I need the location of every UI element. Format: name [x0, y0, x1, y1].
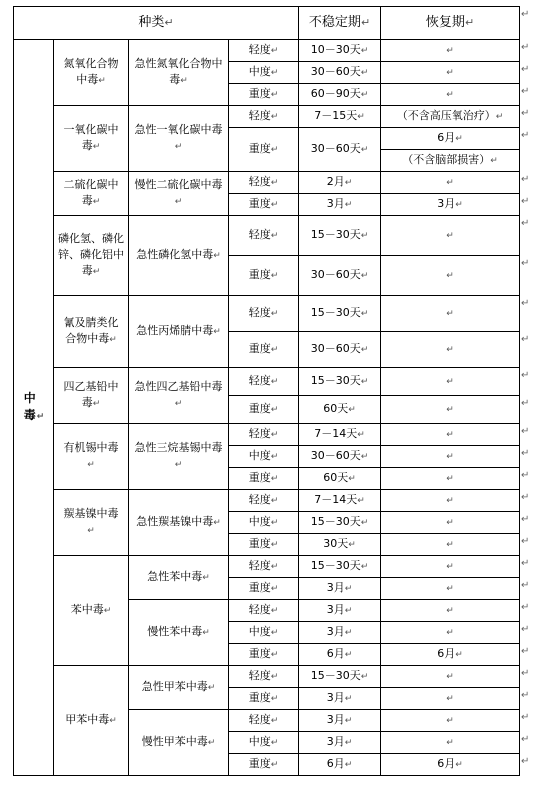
severity-text: 中度 [248, 65, 271, 78]
section-label-text: 中毒 [23, 390, 36, 422]
unstable-period-text: 30天 [323, 537, 349, 550]
unstable-period-cell: 15－30天↵ [299, 296, 381, 332]
subtype-name: 急性苯中毒↵ [129, 556, 229, 600]
unstable-period-text: 3月 [326, 581, 345, 594]
recovery-period-cell: ↵ [381, 216, 520, 256]
recovery-period-text: 3月 [437, 197, 456, 210]
unstable-period-text: 7－14天 [314, 493, 358, 506]
recovery-period-cell: ↵ [381, 62, 520, 84]
unstable-period-text: 10－30天 [310, 43, 361, 56]
severity-cell: 轻度↵ [229, 172, 299, 194]
recovery-period-cell: ↵ [381, 256, 520, 296]
recovery-period-cell: ↵ [381, 368, 520, 396]
severity-text: 轻度 [248, 603, 271, 616]
severity-cell: 重度↵ [229, 396, 299, 424]
recovery-period-cell: ↵ [381, 490, 520, 512]
severity-cell: 中度↵ [229, 446, 299, 468]
row-end-mark: ↵ [521, 711, 530, 723]
table-body [14, 7, 520, 776]
unstable-period-text: 15－30天 [310, 228, 361, 241]
group-name: 苯中毒↵ [54, 556, 129, 666]
unstable-period-cell: 15－30天↵ [299, 368, 381, 396]
severity-cell: 中度↵ [229, 732, 299, 754]
subtype-name: 慢性甲苯中毒↵ [129, 710, 229, 776]
severity-text: 中度 [248, 625, 271, 638]
header-row [14, 7, 520, 40]
header-category: 种类↵ [14, 7, 299, 40]
recovery-period-cell [381, 128, 520, 172]
unstable-period-cell: 30－60天↵ [299, 128, 381, 172]
subtype-name-text: 急性四乙基铅中毒 [134, 380, 223, 393]
subtype-name: 急性羰基镍中毒↵ [129, 490, 229, 556]
row-end-mark: ↵ [521, 535, 530, 547]
severity-cell: 重度↵ [229, 332, 299, 368]
unstable-period-cell: 30－60天↵ [299, 256, 381, 296]
table-row [14, 666, 520, 688]
row-end-mark: ↵ [521, 425, 530, 437]
recovery-period-cell: ↵ [381, 534, 520, 556]
severity-text: 中度 [248, 735, 271, 748]
group-name-text: 氮氧化合物中毒 [63, 57, 119, 86]
group-name: 羰基镍中毒↵ [54, 490, 129, 556]
severity-cell: 中度↵ [229, 512, 299, 534]
severity-text: 重度 [248, 342, 271, 355]
severity-cell: 轻度↵ [229, 368, 299, 396]
recovery-period-text: （不含高压氧治疗） [396, 109, 496, 122]
unstable-period-cell: 3月↵ [299, 710, 381, 732]
recovery-period-cell: ↵ [381, 600, 520, 622]
recovery-period-cell: ↵ [381, 622, 520, 644]
severity-text: 轻度 [248, 427, 271, 440]
recovery-period-cell: ↵ [381, 296, 520, 332]
recovery-period-cell: ↵ [381, 578, 520, 600]
row-end-mark: ↵ [521, 755, 530, 767]
group-name: 四乙基铅中毒↵ [54, 368, 129, 424]
row-end-mark: ↵ [521, 601, 530, 613]
recovery-period-cell: （不含高压氧治疗）↵ [381, 106, 520, 128]
row-end-mark: ↵ [521, 397, 530, 409]
severity-cell: 中度↵ [229, 622, 299, 644]
unstable-period-text: 3月 [326, 625, 345, 638]
severity-cell: 重度↵ [229, 754, 299, 776]
unstable-period-cell: 6月↵ [299, 644, 381, 666]
severity-cell: 重度↵ [229, 468, 299, 490]
recovery-period-cell: ↵ [381, 84, 520, 106]
severity-cell: 轻度↵ [229, 216, 299, 256]
unstable-period-text: 15－30天 [310, 374, 361, 387]
row-end-mark: ↵ [521, 557, 530, 569]
severity-cell: 重度↵ [229, 534, 299, 556]
subtype-name: 急性磷化氢中毒↵ [129, 216, 229, 296]
unstable-period-text: 3月 [326, 735, 345, 748]
row-end-mark: ↵ [521, 645, 530, 657]
severity-cell: 轻度↵ [229, 40, 299, 62]
unstable-period-text: 30－60天 [310, 142, 361, 155]
recovery-period-cell: ↵ [381, 332, 520, 368]
recovery-note-text: （不含脑部损害） [402, 153, 491, 166]
severity-text: 轻度 [248, 306, 271, 319]
unstable-period-cell: 3月↵ [299, 194, 381, 216]
subtype-name: 慢性苯中毒↵ [129, 600, 229, 666]
recovery-period-text: 6月 [437, 757, 456, 770]
unstable-period-text: 60－90天 [310, 87, 361, 100]
row-end-mark: ↵ [521, 469, 530, 481]
unstable-period-cell: 15－30天↵ [299, 666, 381, 688]
unstable-period-text: 15－30天 [310, 669, 361, 682]
severity-cell: 重度↵ [229, 194, 299, 216]
row-end-mark: ↵ [521, 491, 530, 503]
row-end-mark: ↵ [521, 217, 530, 229]
recovery-period-cell: ↵ [381, 688, 520, 710]
unstable-period-text: 15－30天 [310, 559, 361, 572]
severity-text: 重度 [248, 647, 271, 660]
header-recovery-label: 恢复期 [425, 15, 465, 30]
severity-cell: 重度↵ [229, 256, 299, 296]
unstable-period-cell: 7－15天↵ [299, 106, 381, 128]
subtype-name-text: 急性羰基镍中毒 [136, 515, 214, 528]
unstable-period-text: 60天 [323, 402, 349, 415]
unstable-period-text: 7－14天 [314, 427, 358, 440]
severity-text: 轻度 [248, 43, 271, 56]
group-name-text: 一氧化碳中毒 [63, 123, 119, 152]
severity-text: 重度 [248, 581, 271, 594]
table-row [14, 216, 520, 256]
table-row [14, 556, 520, 578]
unstable-period-cell: 60－90天↵ [299, 84, 381, 106]
recovery-period-cell: ↵ [381, 710, 520, 732]
subtype-name: 急性三烷基锡中毒↵ [129, 424, 229, 490]
severity-text: 重度 [248, 197, 271, 210]
group-name-text: 甲苯中毒 [65, 713, 110, 726]
severity-text: 中度 [248, 515, 271, 528]
subtype-name-text: 急性甲苯中毒 [141, 680, 208, 693]
recovery-period-cell: ↵ [381, 666, 520, 688]
subtype-name-text: 慢性甲苯中毒 [141, 735, 208, 748]
subtype-name-text: 急性苯中毒 [147, 570, 203, 583]
row-end-mark: ↵ [521, 195, 530, 207]
recovery-period-cell: 6月↵ [381, 644, 520, 666]
recovery-period-cell: ↵ [381, 396, 520, 424]
row-end-mark: ↵ [521, 733, 530, 745]
recovery-period-cell: ↵ [381, 172, 520, 194]
row-end-mark: ↵ [521, 689, 530, 701]
severity-cell: 重度↵ [229, 578, 299, 600]
subtype-name: 急性丙烯腈中毒↵ [129, 296, 229, 368]
subtype-name-text: 急性一氧化碳中毒 [134, 123, 223, 136]
header-unstable: 不稳定期↵ [299, 7, 381, 40]
unstable-period-text: 3月 [326, 603, 345, 616]
header-recovery: 恢复期↵ [381, 7, 520, 40]
poisoning-period-table [13, 6, 520, 776]
recovery-period-cell: ↵ [381, 424, 520, 446]
severity-text: 重度 [248, 537, 271, 550]
group-name: 氮氧化合物中毒↵ [54, 40, 129, 106]
unstable-period-cell: 30－60天↵ [299, 62, 381, 84]
unstable-period-cell: 3月↵ [299, 578, 381, 600]
unstable-period-text: 6月 [326, 757, 345, 770]
subtype-name: 急性甲苯中毒↵ [129, 666, 229, 710]
row-end-mark: ↵ [521, 513, 530, 525]
severity-text: 重度 [248, 142, 271, 155]
severity-text: 重度 [248, 471, 271, 484]
severity-cell: 轻度↵ [229, 710, 299, 732]
severity-text: 轻度 [248, 109, 271, 122]
unstable-period-text: 30－60天 [310, 268, 361, 281]
recovery-line: 6月↵ [437, 131, 463, 144]
table-row [14, 40, 520, 62]
group-name: 二硫化碳中毒↵ [54, 172, 129, 216]
row-end-mark: ↵ [521, 173, 530, 185]
unstable-period-cell: 7－14天↵ [299, 424, 381, 446]
group-name: 氰及腈类化合物中毒↵ [54, 296, 129, 368]
severity-text: 轻度 [248, 713, 271, 726]
subtype-name-text: 急性丙烯腈中毒 [136, 324, 214, 337]
unstable-period-cell: 3月↵ [299, 732, 381, 754]
unstable-period-text: 3月 [326, 691, 345, 704]
severity-cell: 轻度↵ [229, 296, 299, 332]
severity-cell: 重度↵ [229, 688, 299, 710]
subtype-name: 急性一氧化碳中毒↵ [129, 106, 229, 172]
severity-text: 重度 [248, 87, 271, 100]
group-name: 一氧化碳中毒↵ [54, 106, 129, 172]
severity-text: 轻度 [248, 228, 271, 241]
unstable-period-text: 2月 [326, 175, 345, 188]
subtype-name: 慢性二硫化碳中毒↵ [129, 172, 229, 216]
group-name-text: 四乙基铅中毒 [63, 380, 119, 409]
severity-text: 轻度 [248, 374, 271, 387]
severity-text: 重度 [248, 402, 271, 415]
row-end-mark: ↵ [521, 369, 530, 381]
severity-text: 轻度 [248, 559, 271, 572]
severity-cell: 轻度↵ [229, 600, 299, 622]
unstable-period-cell: 60天↵ [299, 396, 381, 424]
row-end-mark: ↵ [521, 333, 530, 345]
recovery-period-cell: ↵ [381, 556, 520, 578]
section-label: 中毒↵ [14, 40, 54, 776]
unstable-period-cell: 3月↵ [299, 622, 381, 644]
row-end-mark: ↵ [521, 8, 530, 20]
severity-cell: 轻度↵ [229, 490, 299, 512]
recovery-period-cell: ↵ [381, 732, 520, 754]
severity-text: 轻度 [248, 493, 271, 506]
table-row [14, 368, 520, 396]
unstable-period-cell: 3月↵ [299, 688, 381, 710]
unstable-period-cell: 15－30天↵ [299, 216, 381, 256]
severity-text: 重度 [248, 268, 271, 281]
recovery-period-text: 6月 [437, 647, 456, 660]
unstable-period-text: 30－60天 [310, 65, 361, 78]
recovery-period-cell: 6月↵ [381, 754, 520, 776]
unstable-period-text: 30－60天 [310, 342, 361, 355]
unstable-period-text: 6月 [326, 647, 345, 660]
table-row [14, 106, 520, 128]
row-end-mark: ↵ [521, 63, 530, 75]
table-row [14, 296, 520, 332]
severity-cell: 重度↵ [229, 84, 299, 106]
recovery-note-line: （不含脑部损害）↵ [381, 149, 519, 169]
unstable-period-text: 7－15天 [314, 109, 358, 122]
unstable-period-text: 3月 [326, 197, 345, 210]
table-row [14, 424, 520, 446]
group-name: 磷化氢、磷化锌、磷化铝中毒↵ [54, 216, 129, 296]
row-end-mark: ↵ [521, 623, 530, 635]
group-name: 甲苯中毒↵ [54, 666, 129, 776]
group-name-text: 有机锡中毒 [63, 441, 119, 454]
subtype-name-text: 急性氮氧化合物中毒 [134, 57, 223, 86]
group-name-text: 二硫化碳中毒 [63, 178, 119, 207]
subtype-name-text: 急性磷化氢中毒 [136, 248, 214, 261]
severity-cell: 中度↵ [229, 62, 299, 84]
severity-text: 重度 [248, 691, 271, 704]
severity-text: 轻度 [248, 175, 271, 188]
unstable-period-cell: 2月↵ [299, 172, 381, 194]
subtype-name-text: 急性三烷基锡中毒 [134, 441, 223, 454]
severity-cell: 轻度↵ [229, 106, 299, 128]
unstable-period-text: 30－60天 [310, 449, 361, 462]
severity-cell: 轻度↵ [229, 666, 299, 688]
unstable-period-cell: 30－60天↵ [299, 446, 381, 468]
recovery-period-cell: ↵ [381, 468, 520, 490]
subtype-name: 急性四乙基铅中毒↵ [129, 368, 229, 424]
row-end-mark: ↵ [521, 129, 530, 141]
severity-cell: 轻度↵ [229, 556, 299, 578]
unstable-period-cell: 30天↵ [299, 534, 381, 556]
recovery-period-cell: ↵ [381, 446, 520, 468]
unstable-period-text: 15－30天 [310, 306, 361, 319]
row-end-mark: ↵ [521, 667, 530, 679]
unstable-period-cell: 30－60天↵ [299, 332, 381, 368]
row-end-mark: ↵ [521, 579, 530, 591]
unstable-period-text: 3月 [326, 713, 345, 726]
severity-text: 重度 [248, 757, 271, 770]
table-row [14, 172, 520, 194]
group-name-text: 羰基镍中毒 [63, 507, 119, 520]
unstable-period-cell: 7－14天↵ [299, 490, 381, 512]
row-end-mark: ↵ [521, 297, 530, 309]
row-end-mark: ↵ [521, 107, 530, 119]
group-name-text: 苯中毒 [70, 603, 104, 616]
header-unstable-label: 不稳定期 [308, 15, 361, 30]
table-row [14, 490, 520, 512]
unstable-period-cell: 10－30天↵ [299, 40, 381, 62]
unstable-period-cell: 6月↵ [299, 754, 381, 776]
severity-cell: 轻度↵ [229, 424, 299, 446]
recovery-period-cell: ↵ [381, 40, 520, 62]
unstable-period-cell: 15－30天↵ [299, 556, 381, 578]
subtype-name-text: 慢性苯中毒 [147, 625, 203, 638]
severity-text: 轻度 [248, 669, 271, 682]
severity-cell: 重度↵ [229, 644, 299, 666]
row-end-mark: ↵ [521, 85, 530, 97]
row-end-mark: ↵ [521, 447, 530, 459]
unstable-period-cell: 3月↵ [299, 600, 381, 622]
group-name: 有机锡中毒↵ [54, 424, 129, 490]
severity-cell: 重度↵ [229, 128, 299, 172]
recovery-period-cell: ↵ [381, 512, 520, 534]
header-category-label: 种类 [138, 15, 165, 30]
row-end-mark: ↵ [521, 257, 530, 269]
unstable-period-text: 15－30天 [310, 515, 361, 528]
unstable-period-text: 60天 [323, 471, 349, 484]
group-name-text: 磷化氢、磷化锌、磷化铝中毒 [58, 232, 124, 277]
subtype-name: 急性氮氧化合物中毒↵ [129, 40, 229, 106]
unstable-period-cell: 60天↵ [299, 468, 381, 490]
group-name-text: 氰及腈类化合物中毒 [63, 316, 119, 345]
severity-text: 中度 [248, 449, 271, 462]
row-end-mark: ↵ [521, 41, 530, 53]
subtype-name-text: 慢性二硫化碳中毒 [134, 178, 223, 191]
recovery-period-cell: 3月↵ [381, 194, 520, 216]
unstable-period-cell: 15－30天↵ [299, 512, 381, 534]
recovery-period-text: 6月 [437, 131, 456, 144]
